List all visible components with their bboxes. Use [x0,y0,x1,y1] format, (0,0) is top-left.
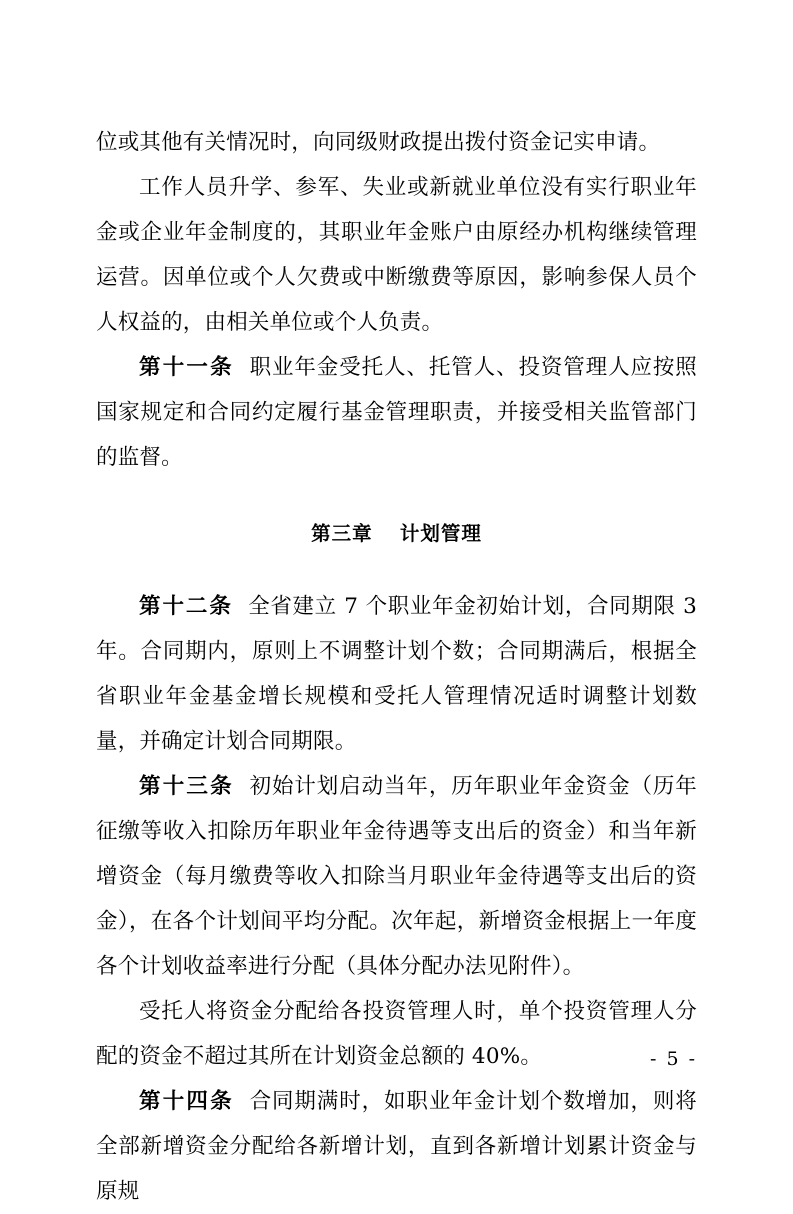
article-text: 合同期满时，如职业年金计划个数增加，则将全部新增资金分配给各新增计划，直到各新增计划累计资金与原规 [96,1089,697,1204]
article-label: 第十一条 [139,355,234,380]
article-text: 全省建立 7 个职业年金初始计划，合同期限 3 年。合同期内，原则上不调整计划个数；合同期满后，根据全省职业年金基金增长规模和受托人管理情况适时调整计划数量，并确定计划合同期限。 [96,594,697,754]
document-body [96,120,697,1214]
article-label: 第十二条 [139,594,233,619]
paragraph-employee-transfer: 工作人员升学、参军、失业或新就业单位没有实行职业年金或企业年金制度的，其职业年金账户由原经办机构继续管理运营。因单位或个人欠费或中断缴费等原因，影响参保人员个人权益的，由相关单位或个人负责。 [96,175,697,335]
article-eleven [96,345,697,480]
paragraph-allocation-limit: 受托人将资金分配给各投资管理人时，单个投资管理人分配的资金不超过其所在计划资金总额的 40%。 [96,999,697,1069]
chapter-title: 计划管理 [399,522,482,545]
article-label: 第十三条 [139,774,234,799]
article-label: 第十四条 [139,1089,234,1114]
article-thirteen [96,764,697,989]
article-text: 职业年金受托人、托管人、投资管理人应按照国家规定和合同约定履行基金管理职责，并接受相关监管部门的监督。 [96,355,697,470]
chapter-number: 第三章 [311,522,373,545]
paragraph-continuation: 位或其他有关情况时，向同级财政提出拨付资金记实申请。 [96,130,661,155]
article-twelve [96,584,697,764]
page-number: - 5 - [649,1048,697,1070]
article-text: 初始计划启动当年，历年职业年金资金（历年征缴等收入扣除历年职业年金待遇等支出后的资金）和当年新增资金（每月缴费等收入扣除当月职业年金待遇等支出后的资金），在各个计划间平均分配。次年起，新增资金根据上一年度各个计划收益率进行分配（具体分配办法见附件）。 [96,774,697,979]
chapter-heading [96,514,697,554]
article-fourteen [96,1079,697,1214]
